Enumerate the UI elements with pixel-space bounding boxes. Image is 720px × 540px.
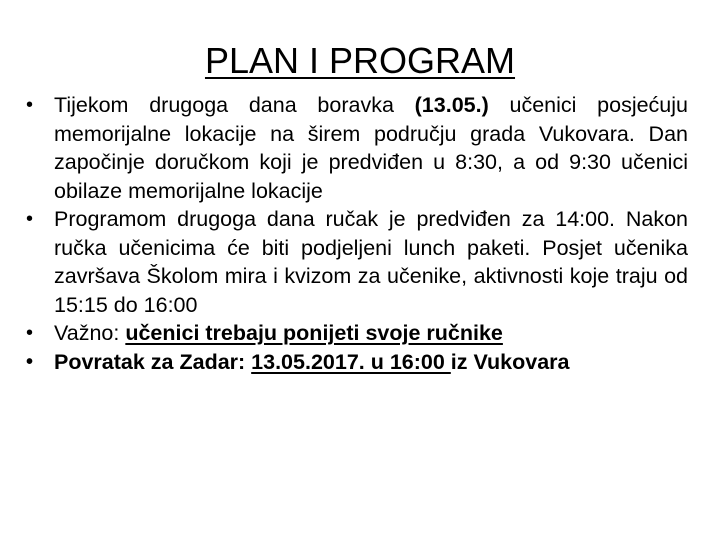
bullet-item-3 [22, 319, 688, 348]
bullet-3-emphasis: učenici trebaju ponijeti svoje ručnike [125, 321, 503, 345]
bullet-list [22, 91, 688, 376]
bullet-item-2 [22, 205, 688, 319]
bullet-3-label: Važno: [54, 321, 126, 345]
bullet-4-label: Povratak za Zadar: [54, 349, 252, 374]
bullet-icon: • [26, 350, 34, 373]
bullet-icon: • [26, 94, 34, 116]
bullet-4-date-time: 13.05.2017. u 16:00 [251, 349, 451, 374]
bullet-1-date: (13.05.) [414, 93, 489, 117]
bullet-icon: • [26, 322, 34, 344]
bullet-icon: • [26, 208, 34, 230]
bullet-1-text-rest: učenici posjećuju memorijalne lokacije na širem području grada Vukovara. Dan započinje doručkom koji je predviđen u 8:30, a od 9:30 učenici obilaze memorijalne lokacije [54, 93, 688, 203]
bullet-2-text: Programom drugoga dana ručak je predviđen za 14:00. Nakon ručka učenicima će biti podjeljeni lunch paketi. Posjet učenika završava Školom mira i kvizom za učenike, aktivnosti koje traju od 15:15 do 16:00 [54, 207, 688, 317]
bullet-4-destination: iz Vukovara [450, 349, 570, 374]
slide-title [0, 36, 720, 86]
bullet-item-1 [22, 91, 688, 205]
bullet-item-4 [22, 348, 688, 377]
slide-title-text: PLAN I PROGRAM [204, 40, 516, 81]
bullet-1-text: Tijekom drugoga dana boravka [54, 93, 415, 117]
